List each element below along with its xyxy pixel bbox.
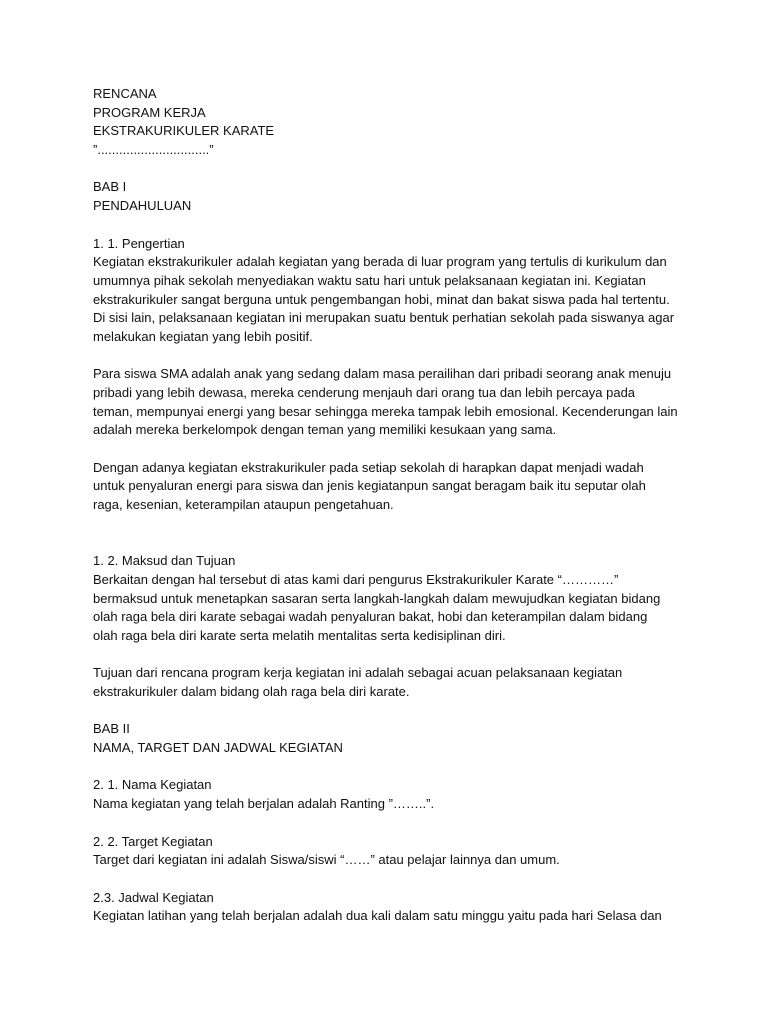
bab1-subheading: PENDAHULUAN bbox=[93, 198, 192, 214]
title-line-1: RENCANA bbox=[93, 86, 157, 101]
spacer bbox=[93, 646, 683, 665]
paragraph-line: adalah mereka berkelompok dengan teman yang memiliki kesukaan yang sama. bbox=[93, 422, 557, 438]
document-page bbox=[93, 85, 683, 926]
section-2-3-title: 2.3. Jadwal Kegiatan bbox=[93, 889, 214, 905]
paragraph-line: umumnya pihak sekolah menyediakan waktu satu hari untuk pelaksanaan kegiatan ini. Kegiatan bbox=[93, 272, 646, 288]
title-line-3: EKSTRAKURIKULER KARATE bbox=[93, 123, 275, 139]
bab2-heading: BAB II bbox=[93, 721, 130, 737]
section-1-1-title: 1. 1. Pengertian bbox=[93, 235, 185, 251]
spacer bbox=[93, 702, 683, 721]
paragraph-line: Nama kegiatan yang telah berjalan adalah Ranting ”……..”. bbox=[93, 796, 435, 812]
paragraph-line: melakukan kegiatan yang lebih positif. bbox=[93, 328, 313, 344]
title-line-4: ”...............................” bbox=[93, 142, 214, 158]
section-1-2-title: 1. 2. Maksud dan Tujuan bbox=[93, 553, 236, 569]
paragraph-line: untuk penyaluran energi para siswa dan jenis kegiatanpun sangat beragam baik itu seputar olah bbox=[93, 478, 646, 494]
spacer bbox=[93, 216, 683, 235]
paragraph-line: teman, mempunyai energi yang besar sehingga mereka tampak lebih emosional. Kecenderungan lain bbox=[93, 403, 678, 419]
section-2-2-title: 2. 2. Target Kegiatan bbox=[93, 833, 213, 849]
paragraph-line: Berkaitan dengan hal tersebut di atas kami dari pengurus Ekstrakurikuler Karate “…………” bbox=[93, 571, 619, 587]
paragraph-line: Target dari kegiatan ini adalah Siswa/siswi “……” atau pelajar lainnya dan umum. bbox=[93, 852, 560, 868]
title-line-2: PROGRAM KERJA bbox=[93, 104, 206, 120]
paragraph-line: Kegiatan ekstrakurikuler adalah kegiatan yang berada di luar program yang tertulis di kurikulum dan bbox=[93, 254, 667, 270]
spacer bbox=[93, 515, 683, 552]
paragraph-line: raga, kesenian, keterampilan ataupun pengetahuan. bbox=[93, 497, 394, 513]
spacer bbox=[93, 814, 683, 833]
paragraph-line: Para siswa SMA adalah anak yang sedang dalam masa perailihan dari pribadi seorang anak menuju bbox=[93, 366, 672, 382]
paragraph-line: olah raga bela diri karate serta melatih mentalitas serta kedisiplinan diri. bbox=[93, 627, 506, 643]
spacer bbox=[93, 160, 683, 179]
paragraph-line: Kegiatan latihan yang telah berjalan adalah dua kali dalam satu minggu yaitu pada hari Selasa dan bbox=[93, 908, 662, 924]
section-2-1-title: 2. 1. Nama Kegiatan bbox=[93, 777, 212, 793]
paragraph-line: Di sisi lain, pelaksanaan kegiatan ini merupakan suatu bentuk perhatian sekolah pada siswanya agar bbox=[93, 310, 675, 326]
bab1-heading: BAB I bbox=[93, 179, 127, 195]
spacer bbox=[93, 870, 683, 889]
paragraph-line: Tujuan dari rencana program kerja kegiatan ini adalah sebagai acuan pelaksanaan kegiatan bbox=[93, 665, 623, 681]
paragraph-line: pribadi yang lebih dewasa, mereka cenderung menjauh dari orang tua dan lebih percaya pada bbox=[93, 385, 636, 400]
paragraph-line: ekstrakurikuler sangat berguna untuk pengembangan hobi, minat dan bakat siswa pada hal tertentu. bbox=[93, 291, 670, 307]
paragraph-line: bermaksud untuk menetapkan sasaran serta langkah-langkah dalam mewujudkan kegiatan bidang bbox=[93, 590, 661, 606]
spacer bbox=[93, 758, 683, 777]
paragraph-line: olah raga bela diri karate sebagai wadah penyaluran bakat, hobi dan keterampilan dalam bidang bbox=[93, 609, 648, 625]
paragraph-line: Dengan adanya kegiatan ekstrakurikuler pada setiap sekolah di harapkan dapat menjadi wadah bbox=[93, 459, 644, 475]
spacer bbox=[93, 440, 683, 459]
spacer bbox=[93, 347, 683, 366]
paragraph-line: ekstrakurikuler dalam bidang olah raga bela diri karate. bbox=[93, 684, 410, 700]
bab2-subheading: NAMA, TARGET DAN JADWAL KEGIATAN bbox=[93, 740, 343, 756]
